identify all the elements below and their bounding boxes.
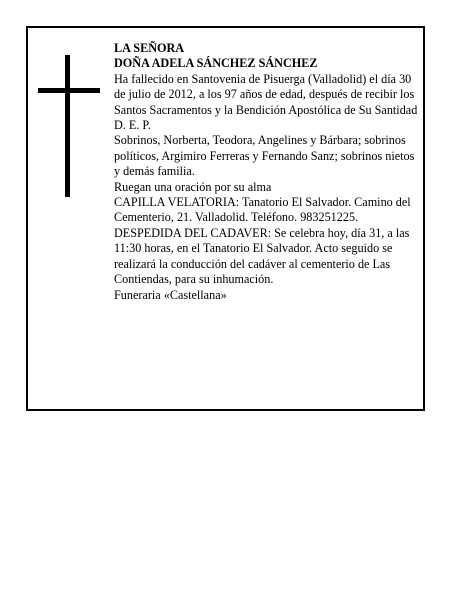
- funeral-home: Funeraria «Castellana»: [114, 287, 227, 302]
- cross-vertical-bar: [65, 55, 70, 197]
- prayer-request: Ruegan una oración por su alma: [114, 179, 272, 194]
- family-list: Sobrinos, Norberta, Teodora, Angelines y Bárbara; sobrinos políticos, Argimiro Ferreras y Fernando Sanz; sobrinos nietos y demás familia.: [114, 133, 415, 179]
- heading-name: DOÑA ADELA SÁNCHEZ SÁNCHEZ: [114, 56, 318, 71]
- chapel-info: CAPILLA VELATORIA: Tanatorio El Salvador. Camino del Cementerio, 21. Valladolid. Teléfono. 983251225.: [114, 195, 411, 225]
- obituary-notice: [26, 26, 425, 411]
- death-announcement: Ha fallecido en Santovenia de Pisuerga (Valladolid) el día 30 de julio de 2012, a los 97 años de edad, después de recibir los Santos Sacramentos y la Bendición Apostólica de Su Santidad: [114, 71, 418, 117]
- cross-icon: [38, 55, 100, 197]
- farewell-info: DESPEDIDA DEL CADAVER: Se celebra hoy, día 31, a las 11:30 horas, en el Tanatorio El Salvador. Acto seguido se realizará la conducción del cadáver al cementerio de Las Contiendas, para su inhumación.: [114, 225, 410, 287]
- notice-text: [114, 41, 420, 303]
- heading-title: LA SEÑORA: [114, 41, 185, 55]
- cross-horizontal-bar: [38, 88, 100, 93]
- rest-in-peace: D. E. P.: [114, 118, 151, 133]
